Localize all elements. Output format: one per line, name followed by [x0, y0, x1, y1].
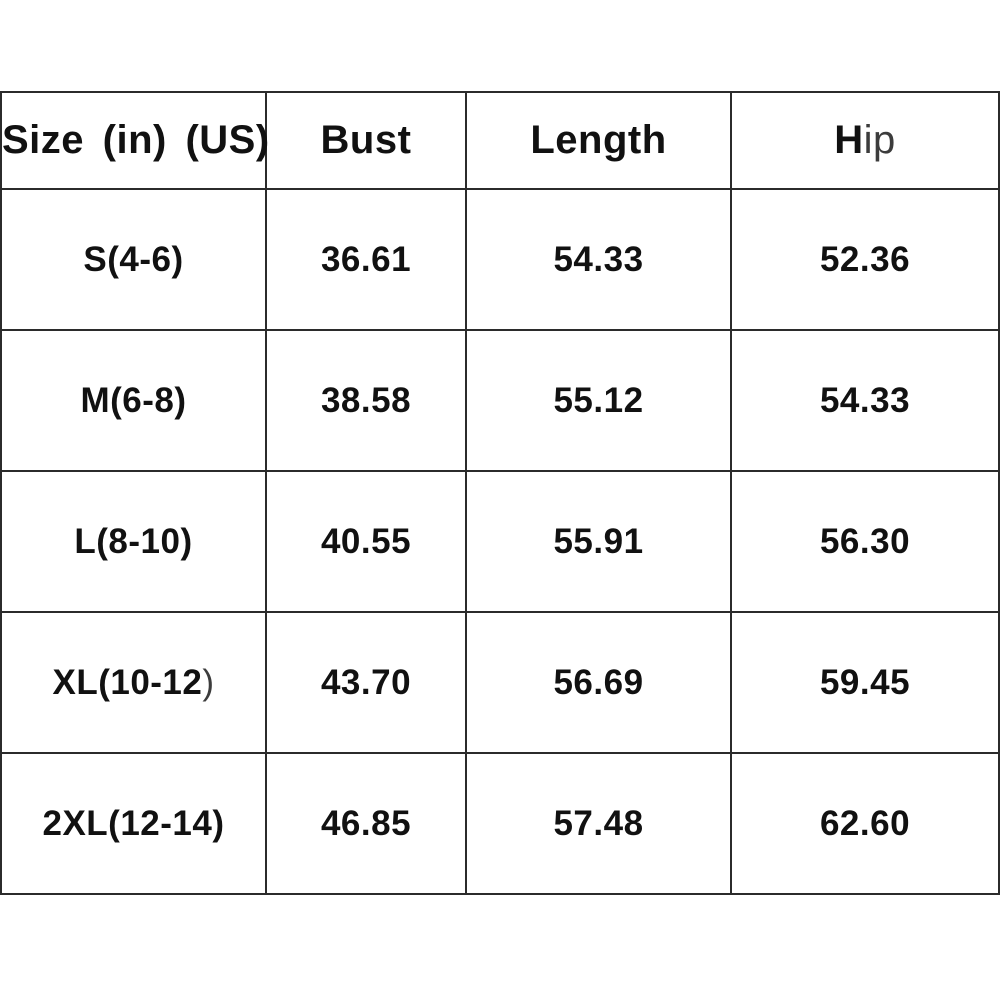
hip-cell: 54.33	[731, 330, 999, 471]
size-chart-table	[0, 91, 1000, 895]
bust-cell: 36.61	[266, 189, 466, 330]
size-label: M(6-8)	[80, 380, 187, 420]
length-cell: 55.12	[466, 330, 731, 471]
header-row	[1, 92, 999, 189]
table-row	[1, 189, 999, 330]
size-label-suffix: )	[202, 662, 215, 702]
table-row	[1, 753, 999, 894]
table-row	[1, 612, 999, 753]
size-label: S(4-6)	[83, 239, 184, 279]
size-cell	[1, 753, 266, 894]
size-cell	[1, 330, 266, 471]
bust-cell: 38.58	[266, 330, 466, 471]
bust-cell: 43.70	[266, 612, 466, 753]
hip-cell: 52.36	[731, 189, 999, 330]
hip-cell: 56.30	[731, 471, 999, 612]
hip-label-bold: H	[834, 118, 864, 162]
size-label: L(8-10)	[74, 521, 193, 561]
bust-cell: 40.55	[266, 471, 466, 612]
hip-label-light: ip	[863, 118, 896, 162]
column-header-hip	[731, 92, 999, 189]
length-cell: 56.69	[466, 612, 731, 753]
hip-cell: 62.60	[731, 753, 999, 894]
table-row	[1, 471, 999, 612]
length-cell: 57.48	[466, 753, 731, 894]
column-header-length: Length	[466, 92, 731, 189]
bust-cell: 46.85	[266, 753, 466, 894]
length-cell: 55.91	[466, 471, 731, 612]
table-row	[1, 330, 999, 471]
size-label: XL(10-12	[52, 662, 203, 702]
hip-cell: 59.45	[731, 612, 999, 753]
column-header-size: Size (in) (US)	[1, 92, 266, 189]
size-label: 2XL(12-14)	[42, 803, 225, 843]
size-cell	[1, 471, 266, 612]
size-cell	[1, 189, 266, 330]
size-chart-image	[0, 91, 1000, 1000]
length-cell: 54.33	[466, 189, 731, 330]
size-cell	[1, 612, 266, 753]
column-header-bust: Bust	[266, 92, 466, 189]
